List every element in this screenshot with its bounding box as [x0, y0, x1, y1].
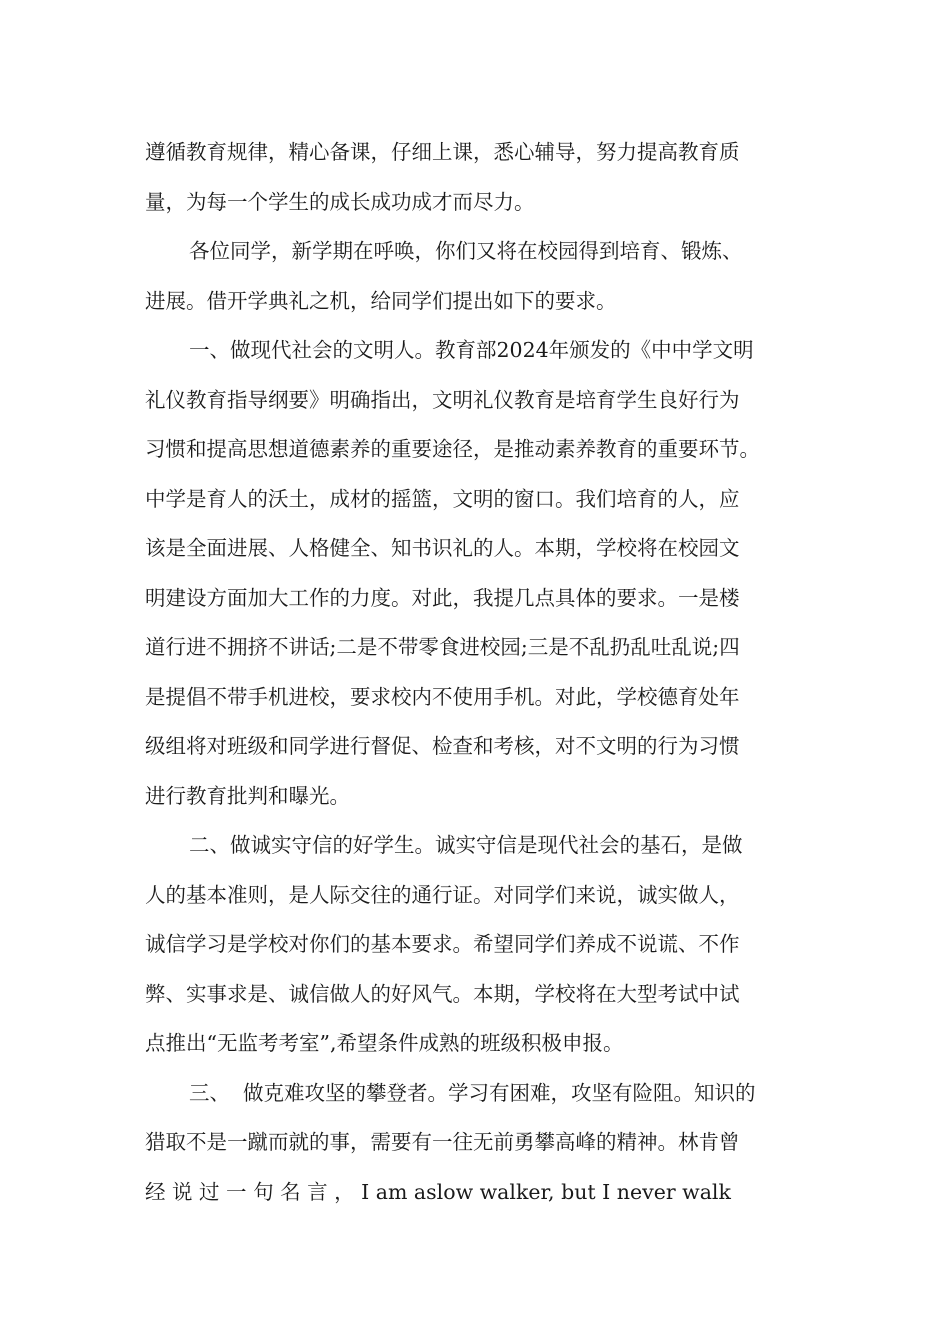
text-line: 明建设方面加大工作的力度。对此，我提几点具体的要求。一是楼	[145, 585, 740, 610]
paragraph-point-two	[145, 821, 807, 1069]
text-line: 遵循教育规律，精心备课，仔细上课，悉心辅导，努力提高教育质	[145, 140, 740, 164]
text-line: 道行进不拥挤不讲话;二是不带零食进校园;三是不乱扔乱吐乱说;四	[145, 635, 740, 659]
text-line: 一、做现代社会的文明人。教育部2024年颁发的《中中学文明	[189, 338, 754, 362]
text-line: 诚信学习是学校对你们的基本要求。希望同学们养成不说谎、不作	[145, 932, 740, 956]
document-page	[145, 128, 807, 1217]
text-line: 经 说 过 一 句 名 言 ， I am aslow walker, but I never walk	[145, 1179, 731, 1204]
paragraph-point-one	[145, 326, 807, 821]
text-line: 级组将对班级和同学进行督促、检查和考核，对不文明的行为习惯	[145, 734, 740, 758]
text-line: 人的基本准则，是人际交往的通行证。对同学们来说，诚实做人，	[145, 882, 740, 907]
paragraph-continuation	[145, 128, 807, 227]
text-line: 弊、实事求是、诚信做人的好风气。本期，学校将在大型考试中试	[145, 981, 740, 1006]
paragraph-point-three	[145, 1069, 807, 1218]
text-line: 礼仪教育指导纲要》明确指出，文明礼仪教育是培育学生良好行为	[145, 387, 740, 412]
text-line: 习惯和提高思想道德素养的重要途径，是推动素养教育的重要环节。	[145, 437, 760, 461]
text-line: 点推出“无监考考室”,希望条件成熟的班级积极申报。	[145, 1031, 624, 1055]
text-line: 进展。借开学典礼之机，给同学们提出如下的要求。	[145, 288, 617, 313]
text-line: 中学是育人的沃土，成材的摇篮，文明的窗口。我们培育的人，应	[145, 486, 740, 511]
text-line: 是提倡不带手机进校，要求校内不使用手机。对此，学校德育处年	[145, 684, 740, 709]
text-line: 量，为每一个学生的成长成功成才而尽力。	[145, 189, 535, 214]
text-line: 二、做诚实守信的好学生。诚实守信是现代社会的基石，是做	[189, 833, 743, 857]
text-line: 该是全面进展、人格健全、知书识礼的人。本期，学校将在校园文	[145, 536, 740, 560]
text-line: 进行教育批判和曝光。	[145, 783, 350, 808]
text-line: 各位同学，新学期在呼唤，你们又将在校园得到培育、锻炼、	[189, 239, 743, 263]
text-line: 猎取不是一蹴而就的事，需要有一往无前勇攀高峰的精神。林肯曾	[145, 1130, 740, 1154]
paragraph-greeting	[145, 227, 807, 326]
text-line: 三、 做克难攻坚的攀登者。学习有困难，攻坚有险阻。知识的	[189, 1080, 756, 1105]
